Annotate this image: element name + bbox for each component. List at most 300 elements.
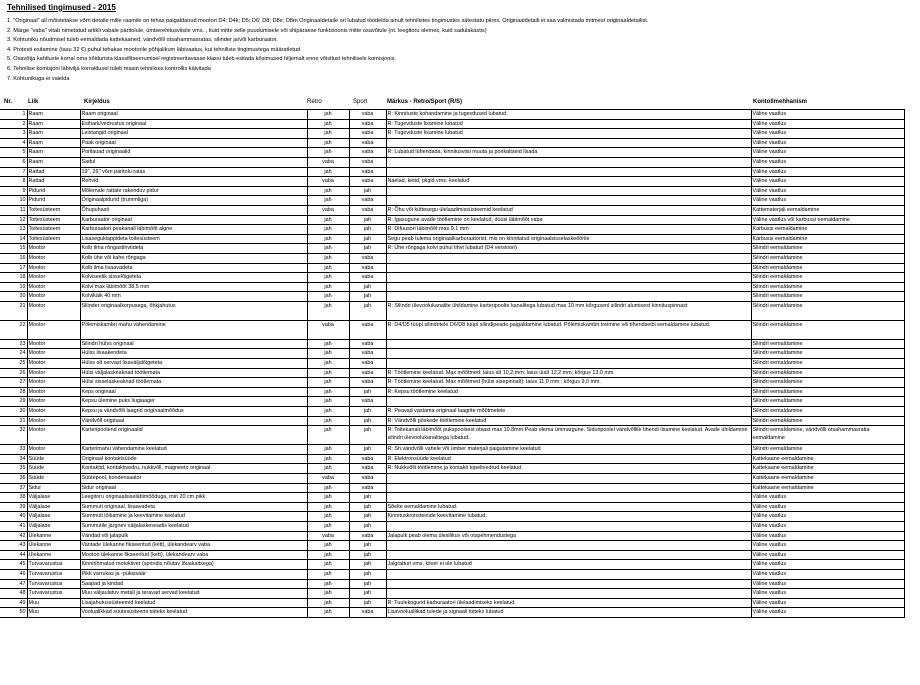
cell-kirjeldus: Originaalpidurid (trummliga) [80, 196, 307, 206]
cell-sport: jah [349, 215, 386, 225]
cell-kontroll: Väline vaatlus [751, 138, 904, 148]
cell-sport: jah [349, 234, 386, 244]
cell-markus: R: Peavad vastama originaal laagrite mõõtmetele [386, 407, 751, 417]
cell-nr: 40 [0, 512, 27, 522]
cell-sport: vaba [349, 119, 386, 129]
cell-liik: Süüde [27, 464, 80, 474]
cell-markus: Lisavooluallikad tulede ja signaali toiteks lubatud [386, 608, 751, 618]
cell-retro: jah [307, 502, 349, 512]
cell-liik: Väljalase [27, 521, 80, 531]
cell-retro: jah [307, 234, 349, 244]
cell-liik: Väljalase [27, 493, 80, 503]
cell-sport: vaba [349, 464, 386, 474]
table-row [0, 359, 904, 369]
table-row [0, 148, 904, 158]
cell-liik: Mootor [27, 320, 80, 339]
table-row [0, 579, 904, 589]
cell-sport: vaba [349, 320, 386, 339]
cell-retro: jah [307, 397, 349, 407]
cell-kontroll: Karbussi eemaldamine [751, 234, 904, 244]
table-row [0, 397, 904, 407]
cell-sport: jah [349, 416, 386, 426]
cell-markus: Sõelte eemaldamine lubatud. [386, 502, 751, 512]
cell-kirjeldus: Rehvid [80, 177, 307, 187]
cell-retro: jah [307, 541, 349, 551]
cell-kirjeldus: Silindri hülss originaal [80, 339, 307, 349]
cell-nr: 29 [0, 397, 27, 407]
cell-retro: jah [307, 215, 349, 225]
cell-sport: jah [349, 598, 386, 608]
cell-nr: 12 [0, 215, 27, 225]
table-row [0, 464, 904, 474]
cell-kirjeldus: Vändad või jalapulk [80, 531, 307, 541]
table-row [0, 445, 904, 455]
cell-liik: Toitesüsteem [27, 205, 80, 215]
cell-retro: jah [307, 273, 349, 283]
table-row [0, 378, 904, 388]
cell-markus: R: Lubatud lühendada, kinnitusviisi muuta ja porikaitseid lisada [386, 148, 751, 158]
cell-markus [386, 541, 751, 551]
table-row [0, 110, 904, 120]
cell-nr: 10 [0, 196, 27, 206]
cell-liik: Süüde [27, 474, 80, 484]
cell-markus: R: Elektronsüüde keelatud [386, 454, 751, 464]
table-row [0, 502, 904, 512]
cell-kontroll: Silindri eemaldamine [751, 387, 904, 397]
cell-retro: vaba [307, 320, 349, 339]
cell-sport: jah [349, 589, 386, 599]
cell-markus [386, 550, 751, 560]
cell-markus [386, 359, 751, 369]
cell-kirjeldus: Lisaseguklappideta toitesüsteem [80, 234, 307, 244]
cell-nr: 8 [0, 177, 27, 187]
cell-nr: 30 [0, 407, 27, 417]
cell-markus [386, 138, 751, 148]
cell-kirjeldus: Sidur originaal [80, 483, 307, 493]
cell-kontroll: Silindri eemaldamine [751, 378, 904, 388]
cell-liik: Mootor [27, 426, 80, 445]
cell-sport: jah [349, 569, 386, 579]
cell-kontroll: Silindri eemaldamine [751, 253, 904, 263]
cell-markus [386, 282, 751, 292]
cell-kirjeldus: Summuti lõikamine ja keevitamine keelatud [80, 512, 307, 522]
cell-kirjeldus: Kolb ilma lisaavadeta [80, 263, 307, 273]
cell-nr: 48 [0, 589, 27, 599]
cell-markus [386, 569, 751, 579]
cell-kirjeldus: Kepsu ülemine puks liugiaager [80, 397, 307, 407]
cell-markus [386, 339, 751, 349]
table-row [0, 474, 904, 484]
cell-kirjeldus: Paak originaal [80, 138, 307, 148]
cell-sport: jah [349, 387, 386, 397]
cell-liik: Toitesüsteem [27, 225, 80, 235]
cell-kirjeldus: Lisajahutussüsteemid keelatud [80, 598, 307, 608]
cell-kirjeldus: Silinder originaalkorpusega, õhkjahutus [80, 301, 307, 320]
cell-retro: jah [307, 167, 349, 177]
cell-kirjeldus: Originaal kontaktsüüde [80, 454, 307, 464]
cell-liik: Pidurid [27, 186, 80, 196]
cell-markus [386, 263, 751, 273]
cell-kirjeldus: Karburaator originaal [80, 215, 307, 225]
table-row [0, 531, 904, 541]
cell-sport: vaba [349, 531, 386, 541]
cell-retro: jah [307, 225, 349, 235]
cell-markus [386, 273, 751, 283]
cell-sport: vaba [349, 378, 386, 388]
cell-kirjeldus: Mõlemale rattale rakenduv pidur [80, 186, 307, 196]
rule-item: 6. Tehnilise komisjoni läbivilja korraldusel tuleb masin tehnilises kontrollis käivitada [7, 65, 211, 72]
cell-markus [386, 474, 751, 484]
table-row [0, 339, 904, 349]
cell-sport: vaba [349, 339, 386, 349]
cell-retro: jah [307, 263, 349, 273]
table-row [0, 292, 904, 302]
cell-liik: Väljalase [27, 502, 80, 512]
cell-kontroll: Silindri eemaldamine [751, 368, 904, 378]
cell-liik: Mootor [27, 349, 80, 359]
cell-kontroll: Väline vaatlus [751, 579, 904, 589]
table-row [0, 608, 904, 618]
cell-liik: Turvavarustus [27, 579, 80, 589]
cell-kirjeldus: Põlemiskambri mahu vähendamine [80, 320, 307, 339]
cell-liik: Mootor [27, 253, 80, 263]
cell-sport: vaba [349, 273, 386, 283]
table-row [0, 215, 904, 225]
cell-markus [386, 589, 751, 599]
cell-liik: Raam [27, 157, 80, 167]
cell-markus: R: Difuusori läbimõõt max.9.1 mm [386, 225, 751, 235]
cell-markus: R: Igasugune avade töötlemine on keelatud, düüsi läbimõõt vaba [386, 215, 751, 225]
cell-markus [386, 292, 751, 302]
cell-retro: jah [307, 119, 349, 129]
cell-nr: 50 [0, 608, 27, 618]
cell-kirjeldus: Summuti originaal, lisaavadeta [80, 502, 307, 512]
cell-liik: Mootor [27, 301, 80, 320]
cell-retro: jah [307, 339, 349, 349]
cell-kirjeldus: Summutile järgnev väljalaskeseadis keelatud [80, 521, 307, 531]
cell-markus [386, 349, 751, 359]
cell-retro: jah [307, 464, 349, 474]
cell-markus: R: D4/D5 tüüpi silindritele D6/D8 tüüpi silindipeade paigaldamine lubatud. Põlemiskambri treimine või tihendseibi eemaldamine lubatud. [386, 320, 751, 339]
cell-kontroll: Silindri eemaldamine, vändvõlli otsahammasratta eemaldamine [751, 426, 904, 445]
cell-liik: Turvavarustus [27, 589, 80, 599]
cell-liik: Turvavarustus [27, 569, 80, 579]
cell-nr: 7 [0, 167, 27, 177]
cell-kirjeldus: Karteripoolend originaalid [80, 426, 307, 445]
cell-sport: jah [349, 493, 386, 503]
cell-kirjeldus: Kinnirihmatud motokiiver (sprindis nõutav lõuakaitsega) [80, 560, 307, 570]
cell-markus [386, 253, 751, 263]
cell-nr: 39 [0, 502, 27, 512]
cell-markus: R: Toitekanali läbimõõt pukspoolsest otsast max 10.8mm.Peab olema ümmargune. Siduripoolel vändvõllile tihendi lisamine keelatud. Avade ühildamine silindri ülevoolukanalitega lubatud. [386, 426, 751, 445]
table-row [0, 167, 904, 177]
cell-liik: Mootor [27, 378, 80, 388]
cell-markus: R: Silindri ülevoolukanalite ühildamine karteripoolte kanalitega lubatud max 10 mm kõrgusenl silindri alumisest kinnituspinnast [386, 301, 751, 320]
cell-liik: Raam [27, 129, 80, 139]
cell-sport: vaba [349, 196, 386, 206]
cell-liik: Mootor [27, 416, 80, 426]
cell-liik: Mootor [27, 263, 80, 273]
rule-item: 5. Osavõtja kahtluste korral oma sõidurista klassifitseerumisel registreeritavasse klassi tuleb esitada kõsimused hiljemalt enne võistlust tehnilisele komisjonis. [7, 56, 396, 63]
cell-kontroll: Väline vaatlus [751, 167, 904, 177]
cell-kontroll: Silindri eemaldamine [751, 282, 904, 292]
cell-sport: jah [349, 301, 386, 320]
cell-kirjeldus: Esihark/vedrustus originaal [80, 119, 307, 129]
cell-retro: jah [307, 359, 349, 369]
cell-kirjeldus: Hülss alt servast lisaväljalõigeteta [80, 359, 307, 369]
cell-kontroll: Väline vaatlus [751, 512, 904, 522]
cell-retro: jah [307, 608, 349, 618]
cell-sport: vaba [349, 263, 386, 273]
cell-liik: Raam [27, 148, 80, 158]
rule-item: 2. Märge "vaba" vitab nimetatud artikli vabale päritolule, ümberehitusviisile vms. , kuid mitte selle puudumisele või shipäraese funktsioonis mitte osavõtule (nt. leegitoru olemes, kuid sadulakastis) [7, 27, 487, 34]
cell-kontroll: Silindri eemaldamine [751, 397, 904, 407]
cell-kirjeldus: Pikk varrukas ja -püksisäär [80, 569, 307, 579]
cell-liik: Mootor [27, 368, 80, 378]
cell-markus [386, 579, 751, 589]
cell-sport: vaba [349, 483, 386, 493]
cell-retro: jah [307, 378, 349, 388]
cell-markus: Jalapulk peab olema ülesilikuv või otspehmendustega [386, 531, 751, 541]
cell-sport: vaba [349, 148, 386, 158]
cell-retro: jah [307, 483, 349, 493]
cell-retro: jah [307, 569, 349, 579]
cell-nr: 27 [0, 378, 27, 388]
table-row [0, 454, 904, 464]
cell-markus [386, 521, 751, 531]
document-title: Tehnilised tingimused - 2015 [7, 3, 116, 12]
cell-markus: Naelad, ketid, piigid vms. keelatud [386, 177, 751, 187]
cell-retro: jah [307, 598, 349, 608]
cell-sport: vaba [349, 110, 386, 120]
cell-kirjeldus: Leistangid originaal [80, 129, 307, 139]
cell-liik: Sidur [27, 483, 80, 493]
cell-kirjeldus: 19'', 26'' võrri päritolu ratas [80, 167, 307, 177]
rule-item: 7. Kohtunikuga ei vaielda [7, 75, 70, 82]
cell-sport: vaba [349, 474, 386, 484]
cell-kontroll: Kattematerjali eemaldamine [751, 205, 904, 215]
cell-sport: jah [349, 244, 386, 254]
cell-nr: 6 [0, 157, 27, 167]
cell-markus: R: Tugevduste lisamine lubatud [386, 119, 751, 129]
cell-kirjeldus: Karterimahu vähendamine keelatud [80, 445, 307, 455]
header-sport: Sport [353, 99, 368, 105]
cell-nr: 47 [0, 579, 27, 589]
cell-markus: R: Tugevduste lisamine lubatud [386, 129, 751, 139]
cell-kontroll: Silindri eemaldamine [751, 292, 904, 302]
cell-kontroll: Väline vaatlus [751, 598, 904, 608]
cell-retro: vaba [307, 531, 349, 541]
table-row [0, 493, 904, 503]
cell-liik: Mootor [27, 339, 80, 349]
cell-nr: 46 [0, 569, 27, 579]
cell-markus: R: Ühe rõngaga kolvi puhul tihvt lubatud (D4 versioon) [386, 244, 751, 254]
cell-retro: jah [307, 512, 349, 522]
cell-markus [386, 196, 751, 206]
cell-retro: jah [307, 253, 349, 263]
cell-markus: R: Kinnituste kohandamine ja tugevdused lubatud [386, 110, 751, 120]
cell-nr: 25 [0, 359, 27, 369]
cell-retro: jah [307, 110, 349, 120]
cell-retro: jah [307, 493, 349, 503]
table-row [0, 138, 904, 148]
cell-retro: jah [307, 138, 349, 148]
table-row [0, 550, 904, 560]
cell-kontroll: Kattekaane eemaldamine [751, 474, 904, 484]
cell-kontroll: Silindri eemaldamine [751, 359, 904, 369]
cell-nr: 41 [0, 521, 27, 531]
cell-sport: jah [349, 426, 386, 445]
cell-kontroll: Väline vaatlus [751, 196, 904, 206]
cell-nr: 44 [0, 550, 27, 560]
cell-kontroll: Väline vaatlus [751, 550, 904, 560]
table-row [0, 521, 904, 531]
cell-kontroll: Väline vaatlus [751, 589, 904, 599]
table-row [0, 560, 904, 570]
cell-markus: R: Töötlemine keelatud. Max mõõtmed: laius alt 10,2 mm; laius üialt 12,2 mm; kõrgus 13,0 mm. [386, 368, 751, 378]
table-row [0, 426, 904, 445]
cell-liik: Raam [27, 138, 80, 148]
cell-markus: Kinnituskronsteinide keevitamine lubatud. [386, 512, 751, 522]
cell-nr: 37 [0, 483, 27, 493]
table-row [0, 129, 904, 139]
cell-kirjeldus: Voolualikkad süütesüsteemi toiteks keelatud [80, 608, 307, 618]
cell-kontroll: Väline vaatlus [751, 177, 904, 187]
cell-kirjeldus: Leegitoru originaalsiseläbimõõduga, min 20 cm pikk [80, 493, 307, 503]
cell-retro: jah [307, 521, 349, 531]
cell-nr: 49 [0, 598, 27, 608]
cell-nr: 11 [0, 205, 27, 215]
table-row [0, 387, 904, 397]
cell-retro: jah [307, 186, 349, 196]
cell-retro: vaba [307, 177, 349, 187]
cell-kirjeldus: Porilauad originaalid [80, 148, 307, 158]
header-retro: Retro [307, 99, 322, 105]
cell-markus: R: Tuulekogurid karburaatori ülelaadimiseks keelatud. [386, 598, 751, 608]
cell-markus: R: Kepsu töötlemine keelatud [386, 387, 751, 397]
cell-kontroll: Väline vaatlus [751, 157, 904, 167]
rules-list [7, 17, 912, 84]
table-row [0, 416, 904, 426]
cell-sport: vaba [349, 454, 386, 464]
cell-sport: jah [349, 407, 386, 417]
table-row [0, 273, 904, 283]
cell-nr: 14 [0, 234, 27, 244]
cell-kirjeldus: Mootori ülekanne fikseeritud (kett), ülekandearv vaba [80, 550, 307, 560]
table-row [0, 598, 904, 608]
cell-retro: jah [307, 445, 349, 455]
cell-liik: Toitesüsteem [27, 234, 80, 244]
cell-liik: Mootor [27, 397, 80, 407]
cell-retro: jah [307, 129, 349, 139]
cell-kontroll: Väline vaatlus [751, 521, 904, 531]
cell-nr: 18 [0, 273, 27, 283]
cell-kontroll: Silindri eemaldamine [751, 320, 904, 339]
cell-retro: jah [307, 416, 349, 426]
cell-kontroll: Silindri eemaldamine [751, 339, 904, 349]
cell-liik: Väljalase [27, 512, 80, 522]
cell-nr: 32 [0, 426, 27, 445]
cell-markus [386, 483, 751, 493]
table-row [0, 483, 904, 493]
table-row [0, 244, 904, 254]
cell-sport: vaba [349, 608, 386, 618]
cell-sport: vaba [349, 397, 386, 407]
cell-kontroll: Kattekaane eemaldamine [751, 454, 904, 464]
table-row [0, 541, 904, 551]
table-row [0, 225, 904, 235]
cell-retro: jah [307, 282, 349, 292]
cell-markus: R: Õhu või küttesegu ülelaadimissüsteemid keelatud [386, 205, 751, 215]
cell-nr: 35 [0, 464, 27, 474]
cell-retro: jah [307, 387, 349, 397]
cell-retro: jah [307, 349, 349, 359]
cell-liik: Muu [27, 608, 80, 618]
table-row [0, 186, 904, 196]
cell-kontroll: Silindri eemaldamine [751, 445, 904, 455]
cell-nr: 34 [0, 454, 27, 464]
cell-liik: Mootor [27, 292, 80, 302]
cell-kirjeldus: Kontaktid, kontaktivedru, nukkvõll, magneeto originaal [80, 464, 307, 474]
cell-retro: jah [307, 560, 349, 570]
cell-kontroll: Väline vaatlus [751, 560, 904, 570]
cell-kontroll: Silindri eemaldamine [751, 301, 904, 320]
cell-sport: vaba [349, 349, 386, 359]
cell-markus [386, 186, 751, 196]
cell-nr: 24 [0, 349, 27, 359]
cell-nr: 3 [0, 129, 27, 139]
table-row [0, 301, 904, 320]
cell-liik: Rattad [27, 177, 80, 187]
cell-nr: 22 [0, 320, 27, 339]
cell-kirjeldus: Raam originaal [80, 110, 307, 120]
cell-kontroll: Väline vaatlus [751, 608, 904, 618]
table-row [0, 177, 904, 187]
cell-kontroll: Väline vaatlus [751, 569, 904, 579]
header-kirjeldus: Kirjeldus [84, 99, 110, 105]
cell-kontroll: Väline vaatlus [751, 186, 904, 196]
cell-nr: 13 [0, 225, 27, 235]
table-row [0, 512, 904, 522]
rule-item: 3. Kohtuniku nõudmisel tuleb eemaldada kattekaaned, vändvõlli otsahammasratas, silinder ja/või karburaator. [7, 37, 278, 44]
cell-kirjeldus: Hülss lisaakendeta [80, 349, 307, 359]
cell-kontroll: Väline vaatlus [751, 119, 904, 129]
cell-sport: jah [349, 550, 386, 560]
cell-liik: Ülekanne [27, 541, 80, 551]
cell-kontroll: Silindri eemaldamine [751, 349, 904, 359]
header-markus: Märkus - Retro/Sport (R/S) [387, 99, 463, 105]
cell-sport: jah [349, 445, 386, 455]
cell-liik: Mootor [27, 282, 80, 292]
cell-kontroll: Väline vaatlus või karbussi eemaldamine [751, 215, 904, 225]
cell-kirjeldus: Keps originaal [80, 387, 307, 397]
cell-nr: 1 [0, 110, 27, 120]
cell-liik: Turvavarustus [27, 560, 80, 570]
cell-kontroll: Väline vaatlus [751, 148, 904, 158]
cell-liik: Mootor [27, 273, 80, 283]
cell-nr: 43 [0, 541, 27, 551]
table-row [0, 282, 904, 292]
header-liik: Liik [28, 99, 39, 105]
cell-nr: 17 [0, 263, 27, 273]
cell-retro: jah [307, 292, 349, 302]
cell-nr: 45 [0, 560, 27, 570]
cell-retro: jah [307, 550, 349, 560]
cell-kirjeldus: Süütepool, kondensaator [80, 474, 307, 484]
cell-sport: jah [349, 579, 386, 589]
cell-nr: 28 [0, 387, 27, 397]
cell-retro: vaba [307, 474, 349, 484]
